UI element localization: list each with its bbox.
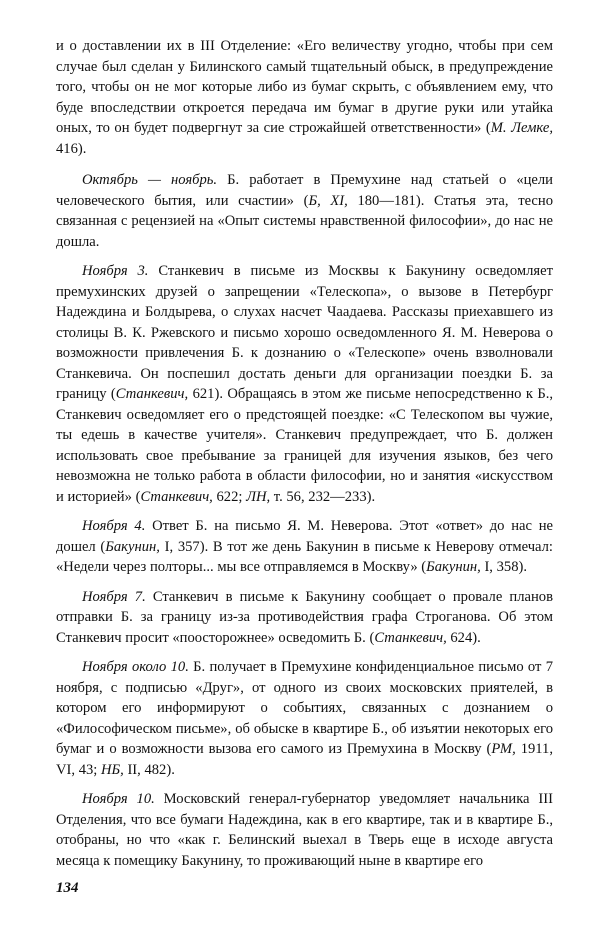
entry-october-november [56,170,553,252]
entry-november-7 [56,587,553,649]
entry-date: Ноября 4. [82,518,146,534]
text-segment: 1911, VI, 43; [56,741,553,778]
text-segment: т. 56, 232—233). [270,488,376,505]
citation-stankevich: Станкевич, [115,386,189,402]
entry-date: Ноября 3. [82,263,149,279]
citation-b: Б, XI, [308,192,348,209]
citation-stankevich: Станкевич, [374,629,447,646]
page-number: 134 [56,880,79,896]
entry-date: Ноября 7. [82,588,146,605]
paragraph-1 [56,36,553,159]
text-segment: 180—181). Статья эта, тесно связанная с рецензией на «Опыт системы нравственной философии», до нас не дошла. [56,192,554,250]
text-segment: I, 358). [480,559,528,575]
text-segment: Б. работает в Премухине над статьей о «цели человеческого бытия, или счастии» ( [56,172,553,209]
text-segment: Московский генерал-губернатор уведомляет начальника III Отделения, что все бумаги Надеждина, как в его квартире, так и в квартире Б., отобраны, но что «как г. Белинский выехал в Тверь еще в исходе августа месяца к помещику Бакунину, то проживающий ныне в квартире его [56,791,553,869]
entry-november-about-10 [56,657,553,780]
text-segment: II, 482). [123,761,175,778]
entry-date: Октябрь — ноябрь. [82,172,218,188]
text-segment: Б. получает в Премухине конфиденциальное письмо от 7 ноября, с подписью «Друг», от одного из своих московских приятелей, в котором его информируют о событиях, связанных с дознанием о «Философическом письме», об обыске в квартире Б., об изъятии некоторых его бумаг и о возможности вызова его самого из Премухина в Москву ( [56,659,553,757]
text-segment: Ответ Б. на письмо Я. М. Неверова. Этот «ответ» до нас не дошел ( [56,518,554,555]
text-segment: 624). [446,629,481,646]
citation-lemke: М. Лемке, [490,120,553,136]
entry-november-10 [56,789,553,871]
entry-november-4 [56,516,553,578]
citation-rm: РМ, [491,741,516,757]
text-segment: I, 357). В тот же день Бакунин в письме к Неверову отмечал: «Недели через полторы... мы все отправляемся в Москву» ( [56,538,553,575]
citation-bakunin: Бакунин, [426,559,481,575]
text-segment: 416). [56,140,87,157]
entry-november-3 [56,261,553,507]
citation-ln: ЛН, [246,488,271,505]
entry-date: Ноября 10. [82,791,155,807]
entry-date: Ноября около 10. [82,659,189,675]
page-body [56,36,553,880]
text-segment: 621). Обращаясь в этом же письме непосредственно к Б., Станкевич осведомляет его о предстоящей поездке: «С Телескопом вы чужие, ты едешь в качестве учителя». Станкевич предупреждает, что Б. должен использовать свое пребывание за границей для изучения языков, без чего невозможна не только работа в области философии, но и занятия «искусством и историей» ( [56,386,554,505]
citation-nb: НБ, [101,761,124,778]
text-segment: и о доставлении их в III Отделение: «Его величеству угодно, чтобы при сем случае был сделан у Билинского самый тщательный обыск, в предупреждение того, чтобы он не мог которые либо из бумаг скрыть, с объявлением ему, что буде впоследствии откроется передача им бумаг в другие руки или утайка оных, то он будет подвергнут за сие строжайшей ответственности» ( [56,38,553,136]
text-segment: Станкевич в письме к Бакунину сообщает о провале планов отправки Б. за границу из-за противодействия графа Строганова. Об этом Станкевич просит «поосторожнее» осведомить Б. ( [56,588,553,646]
citation-stankevich: Станкевич, [140,488,213,505]
citation-bakunin: Бакунин, [105,538,160,555]
text-segment: 622; [212,488,247,505]
text-segment: Станкевич в письме из Москвы к Бакунину осведомляет премухинских друзей о запрещении «Телескопа», о вызове в Петербург Надеждина и Болдырева, о слухах насчет Чаадаева. Рассказы приехавшего из столицы В. К. Ржевского и письмо хорошо осведомленного Я. М. Неверова о возможности привлечения Б. к дознанию о «Телескопе» очень взволновали Станкевича. Он поспешил достать деньги для организации поездки Б. за границу ( [56,263,554,402]
